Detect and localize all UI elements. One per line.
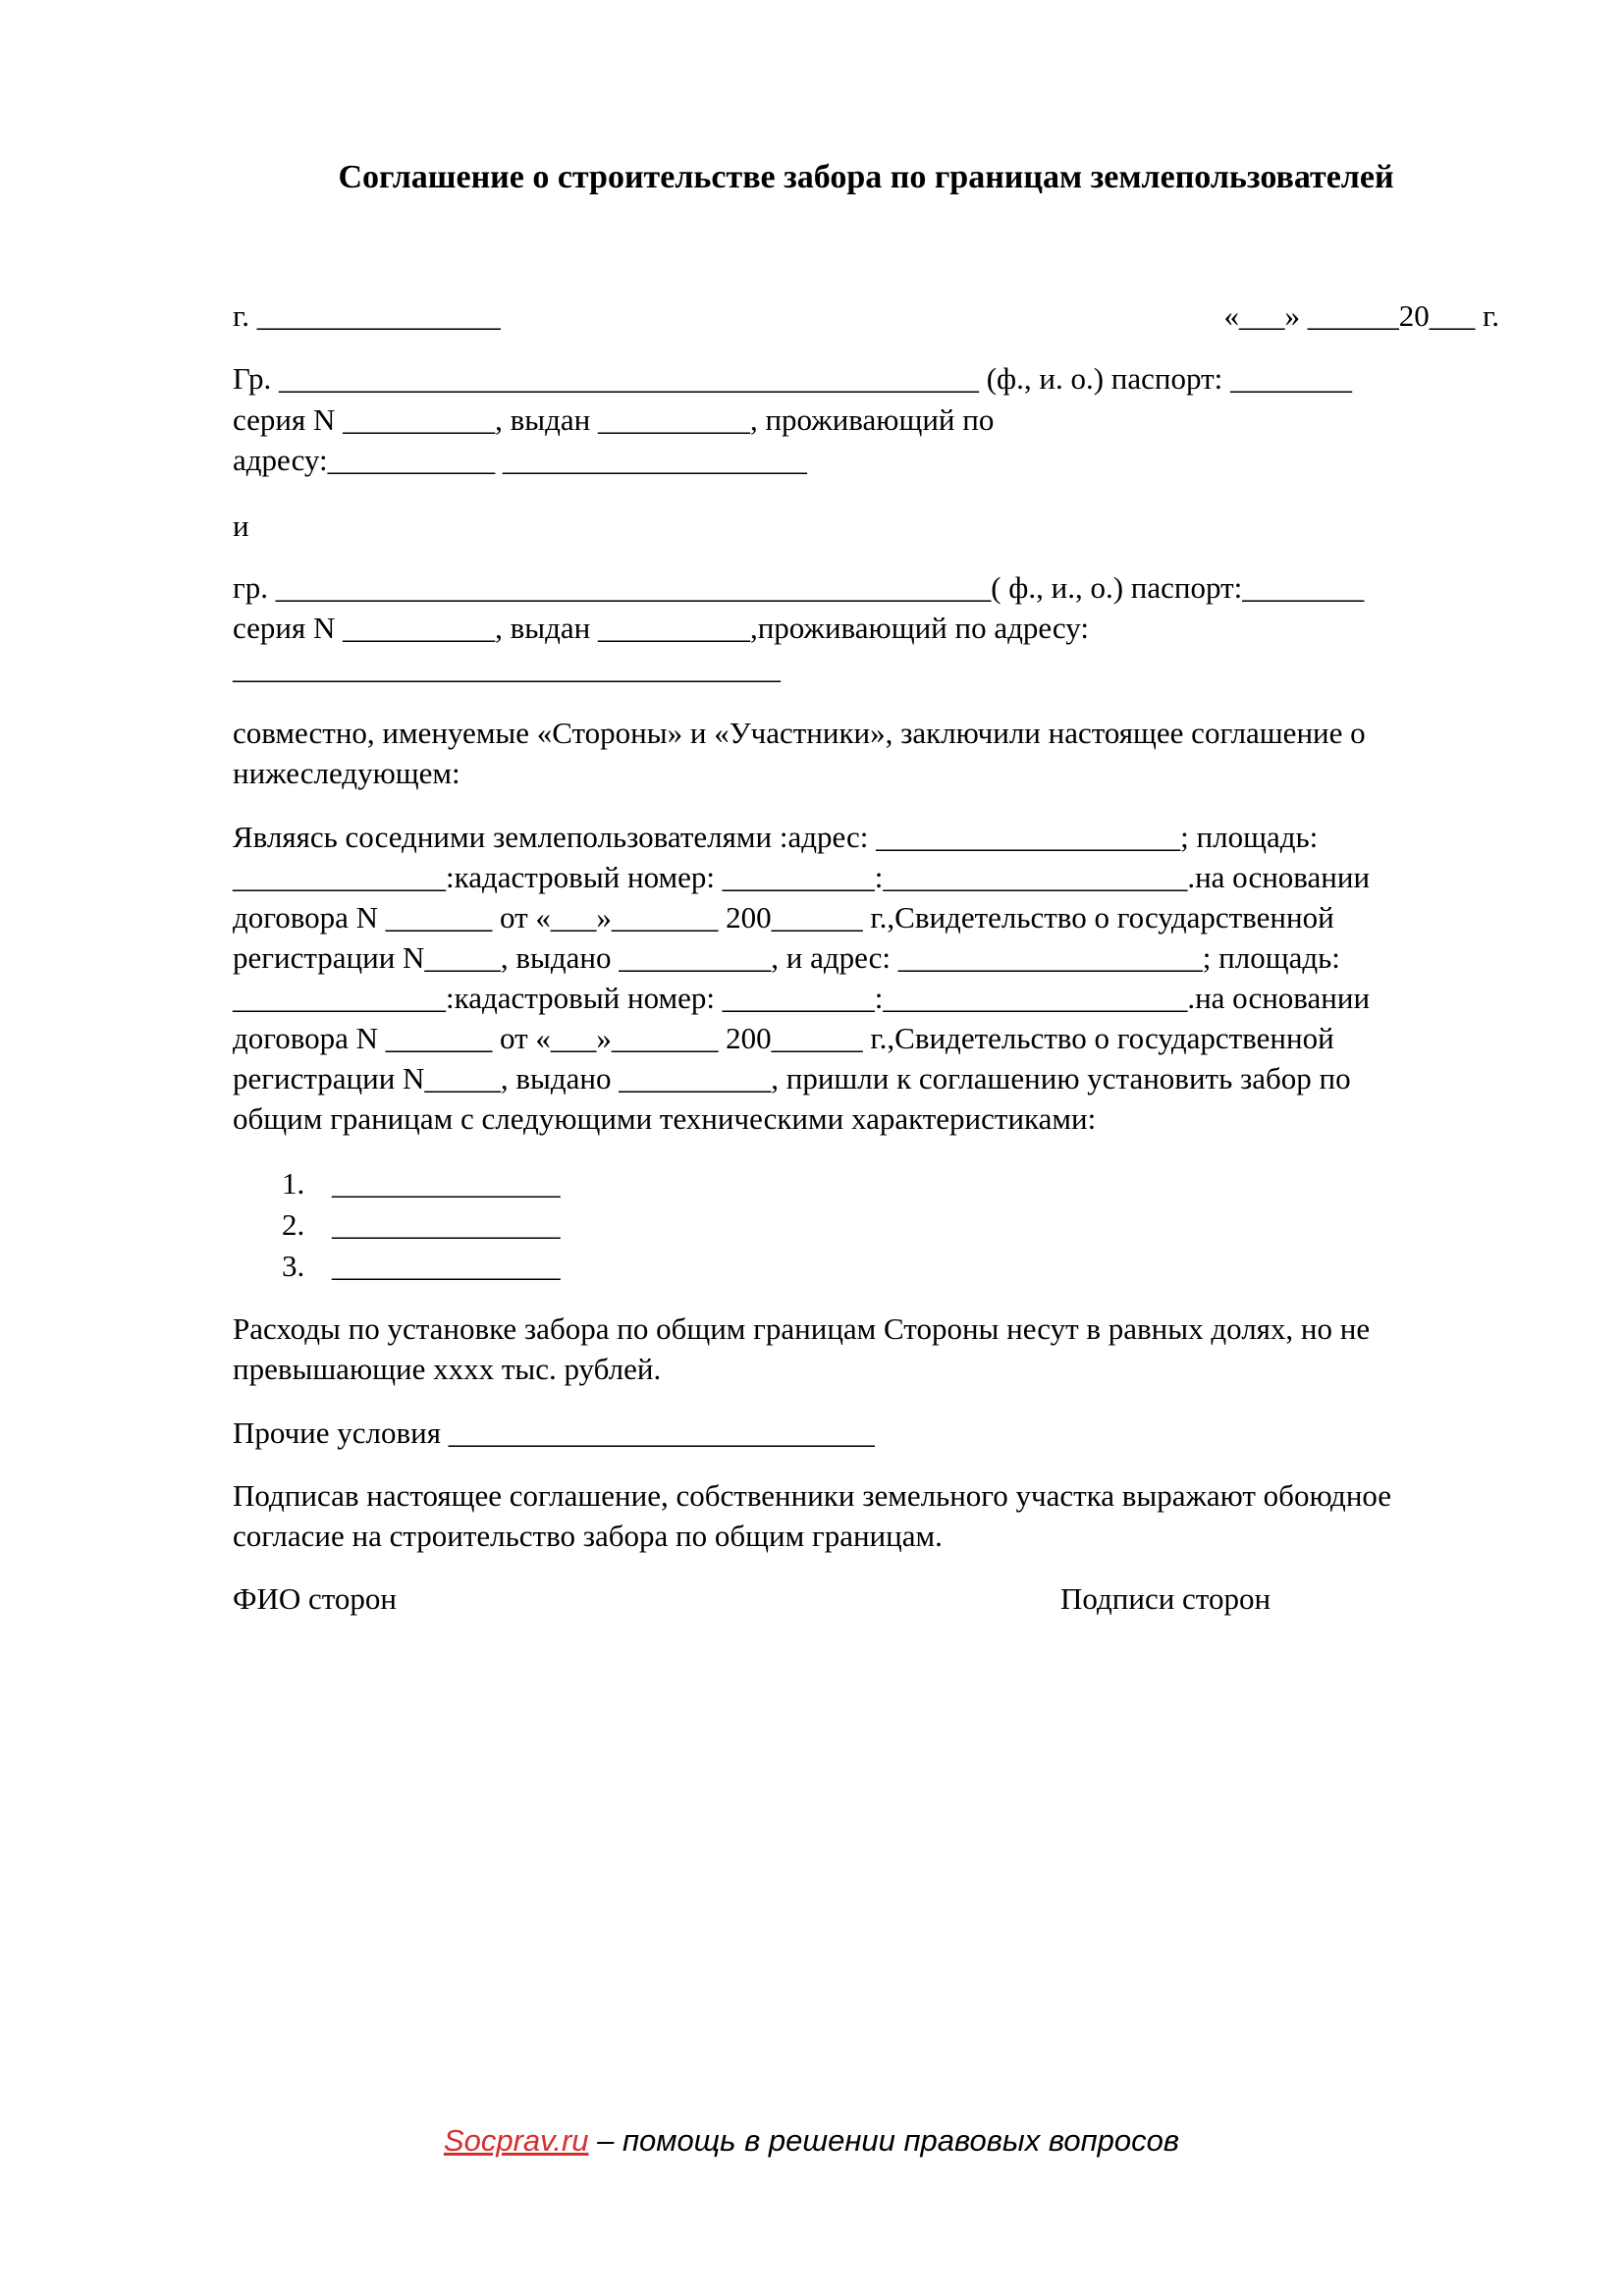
party2-line1: гр. _______________________________________________( ф., и., о.) паспорт:________: [233, 570, 1365, 605]
party1-line3: адресу:___________ ____________________: [233, 443, 807, 477]
expenses-line2: превышающие хххх тыс. рублей.: [233, 1352, 662, 1386]
body-line: Являясь соседними землепользователями :адрес: ____________________; площадь:: [233, 820, 1319, 854]
footer-tagline: – помощь в решении правовых вопросов: [588, 2123, 1180, 2158]
party1-line2: серия N __________, выдан __________, проживающий по: [233, 402, 995, 437]
list-item-number: 3.: [282, 1249, 305, 1283]
party2-line2: серия N __________, выдан __________,проживающий по адресу:: [233, 611, 1089, 645]
body-line: договора N _______ от «___»_______ 200______ г.,Свидетельство о государственной: [233, 900, 1334, 934]
signs-label: Подписи сторон: [1060, 1581, 1271, 1616]
party1-line1: Гр. ______________________________________________ (ф., и. о.) паспорт: ________: [233, 361, 1352, 396]
footer: [0, 2123, 1623, 2159]
signing-line1: Подписав настоящее соглашение, собственники земельного участка выражают обоюдное: [233, 1478, 1392, 1513]
date-line: «___» ______20___ г.: [1223, 298, 1499, 333]
other-terms: Прочие условия ____________________________: [233, 1415, 875, 1450]
body-line: общим границам с следующими техническими характеристиками:: [233, 1101, 1097, 1136]
list-item-number: 2.: [282, 1207, 305, 1242]
list-item-value: _______________: [332, 1249, 561, 1283]
conjunction: и: [233, 508, 249, 543]
list-item-value: _______________: [332, 1207, 561, 1242]
body-line: регистрации N_____, выдано __________, пришли к соглашению установить забор по: [233, 1061, 1351, 1095]
party2-line3: ____________________________________: [233, 651, 781, 685]
intro-line2: нижеследующем:: [233, 756, 460, 790]
names-label: ФИО сторон: [233, 1581, 398, 1616]
body-line: регистрации N_____, выдано __________, и адрес: ____________________; площадь:: [233, 940, 1340, 975]
expenses-line1: Расходы по установке забора по общим границам Стороны несут в равных долях, но не: [233, 1311, 1371, 1346]
body-line: ______________:кадастровый номер: __________:____________________.на основании: [233, 981, 1371, 1015]
intro-line1: совместно, именуемые «Стороны» и «Участники», заключили настоящее соглашение о: [233, 716, 1366, 750]
list-item-number: 1.: [282, 1166, 305, 1201]
signing-line2: согласие на строительство забора по общим границам.: [233, 1519, 943, 1553]
footer-site-link[interactable]: Socprav.ru: [443, 2123, 589, 2158]
body-line: ______________:кадастровый номер: __________:____________________.на основании: [233, 860, 1371, 894]
city-line: г. ________________: [233, 298, 501, 333]
document-title: Соглашение о строительстве забора по границам землепользователей: [338, 159, 1394, 195]
list-item-value: _______________: [332, 1166, 561, 1201]
body-line: договора N _______ от «___»_______ 200______ г.,Свидетельство о государственной: [233, 1021, 1334, 1055]
